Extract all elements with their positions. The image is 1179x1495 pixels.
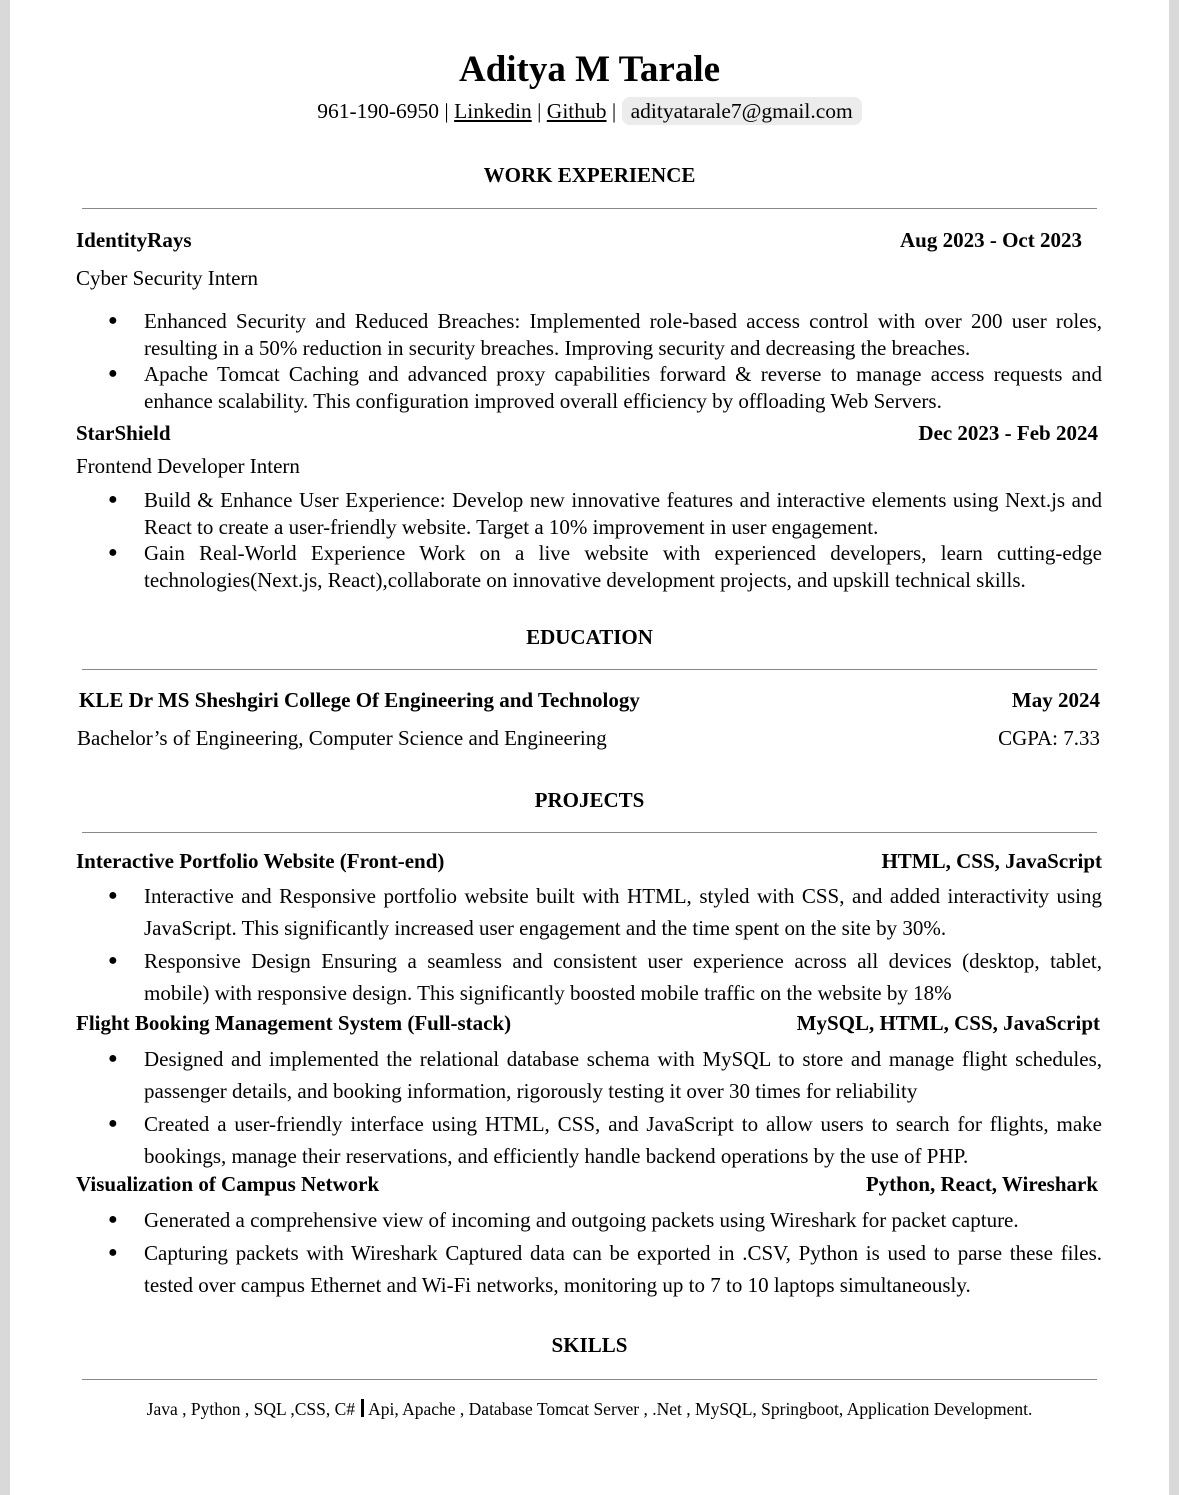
employment-dates: Aug 2023 - Oct 2023	[900, 228, 1082, 252]
contact-line	[0, 99, 1179, 124]
company-name: StarShield	[76, 421, 171, 445]
bullet-text: Responsive Design Ensuring a seamless and consistent user experience across all devices (desktop, tablet, mobile) with responsive design. This significantly boosted mobile traffic on the website by 18%	[144, 949, 1102, 1005]
bullet-text: Designed and implemented the relational database schema with MySQL to store and manage flight schedules, passenger details, and booking information, rigorously testing it over 30 times for reliability	[144, 1047, 1102, 1103]
bullet-icon: ●	[108, 491, 118, 508]
project-tech: MySQL, HTML, CSS, JavaScript	[796, 1011, 1100, 1035]
bullet-icon: ●	[108, 312, 118, 329]
project-title: Interactive Portfolio Website (Front-end)	[76, 849, 445, 873]
separator: |	[444, 99, 449, 123]
section-heading-work: WORK EXPERIENCE	[483, 163, 696, 187]
list-item	[108, 540, 1102, 593]
bullet-icon: ●	[108, 1244, 118, 1261]
list-item	[108, 1237, 1102, 1301]
skills-list	[0, 1399, 1179, 1420]
job-title: Frontend Developer Intern	[76, 454, 300, 478]
section-heading-projects: PROJECTS	[534, 788, 645, 812]
list-item	[108, 1204, 1102, 1236]
bullet-text: Generated a comprehensive view of incoming and outgoing packets using Wireshark for packet capture.	[144, 1208, 1019, 1232]
bullet-text: Build & Enhance User Experience: Develop new innovative features and interactive elements using Next.js and React to create a user-friendly website. Target a 10% improvement in user engagement.	[144, 488, 1102, 539]
email-link[interactable]: adityatarale7@gmail.com	[622, 97, 862, 125]
school-name: KLE Dr MS Sheshgiri College Of Engineering and Technology	[79, 688, 640, 712]
list-item	[108, 308, 1102, 361]
bullet-icon: ●	[108, 544, 118, 561]
separator: |	[611, 99, 617, 123]
list-item	[108, 880, 1102, 944]
divider-bar	[361, 1399, 364, 1417]
bullet-text: Gain Real-World Experience Work on a live website with experienced developers, learn cutting-edge technologies(Next.js, React),collaborate on innovative development projects, and upskill technical skills.	[144, 541, 1102, 592]
skills-tools: Api, Apache , Database Tomcat Server , .Net , MySQL, Springboot, Application Development.	[368, 1399, 1033, 1419]
separator: |	[537, 99, 542, 123]
project-tech: Python, React, Wireshark	[865, 1172, 1098, 1196]
bullet-text: Interactive and Responsive portfolio website built with HTML, styled with CSS, and added interactivity using JavaScript. This significantly increased user engagement and the time spent on the site by 30%.	[144, 884, 1102, 940]
candidate-name: Aditya M Tarale	[458, 49, 721, 90]
bullet-icon: ●	[108, 365, 118, 382]
section-divider	[82, 832, 1097, 833]
phone-number: 961-190-6950	[317, 99, 440, 123]
bullet-text: Created a user-friendly interface using HTML, CSS, and JavaScript to allow users to search for flights, make bookings, manage their reservations, and efficiently handle backend operations by the use of PHP.	[144, 1112, 1102, 1168]
bullet-text: Apache Tomcat Caching and advanced proxy capabilities forward & reverse to manage access requests and enhance scalability. This configuration improved overall efficiency by offloading Web Servers.	[144, 362, 1102, 413]
bullet-icon: ●	[108, 1050, 118, 1067]
list-item	[108, 1108, 1102, 1172]
skills-languages: Java , Python , SQL ,CSS, C#	[146, 1399, 356, 1419]
project-title: Flight Booking Management System (Full-stack)	[76, 1011, 512, 1035]
list-item	[108, 1043, 1102, 1107]
section-divider	[82, 669, 1097, 670]
company-name: IdentityRays	[76, 228, 192, 252]
section-heading-skills: SKILLS	[551, 1333, 628, 1357]
cgpa: CGPA: 7.33	[998, 726, 1100, 750]
degree: Bachelor’s of Engineering, Computer Science and Engineering	[77, 726, 607, 750]
bullet-icon: ●	[108, 1211, 118, 1228]
section-heading-education: EDUCATION	[526, 625, 653, 649]
section-divider	[82, 1379, 1097, 1380]
bullet-icon: ●	[108, 887, 118, 904]
graduation-date: May 2024	[1011, 688, 1100, 712]
list-item	[108, 361, 1102, 414]
list-item	[108, 945, 1102, 1009]
job-title: Cyber Security Intern	[76, 266, 258, 290]
project-tech: HTML, CSS, JavaScript	[881, 849, 1102, 873]
github-link[interactable]: Github	[546, 99, 607, 123]
section-divider	[82, 208, 1097, 209]
project-title: Visualization of Campus Network	[76, 1172, 380, 1196]
bullet-icon: ●	[108, 952, 118, 969]
bullet-text: Capturing packets with Wireshark Captured data can be exported in .CSV, Python is used to parse these files. tested over campus Ethernet and Wi-Fi networks, monitoring up to 7 to 10 laptops simultaneously.	[144, 1241, 1102, 1297]
bullet-text: Enhanced Security and Reduced Breaches: Implemented role-based access control with over 200 user roles, resulting in a 50% reduction in security breaches. Improving security and decreasing the breaches.	[144, 309, 1102, 360]
list-item	[108, 487, 1102, 540]
employment-dates: Dec 2023 - Feb 2024	[918, 421, 1098, 445]
linkedin-link[interactable]: Linkedin	[454, 99, 532, 123]
bullet-icon: ●	[108, 1115, 118, 1132]
